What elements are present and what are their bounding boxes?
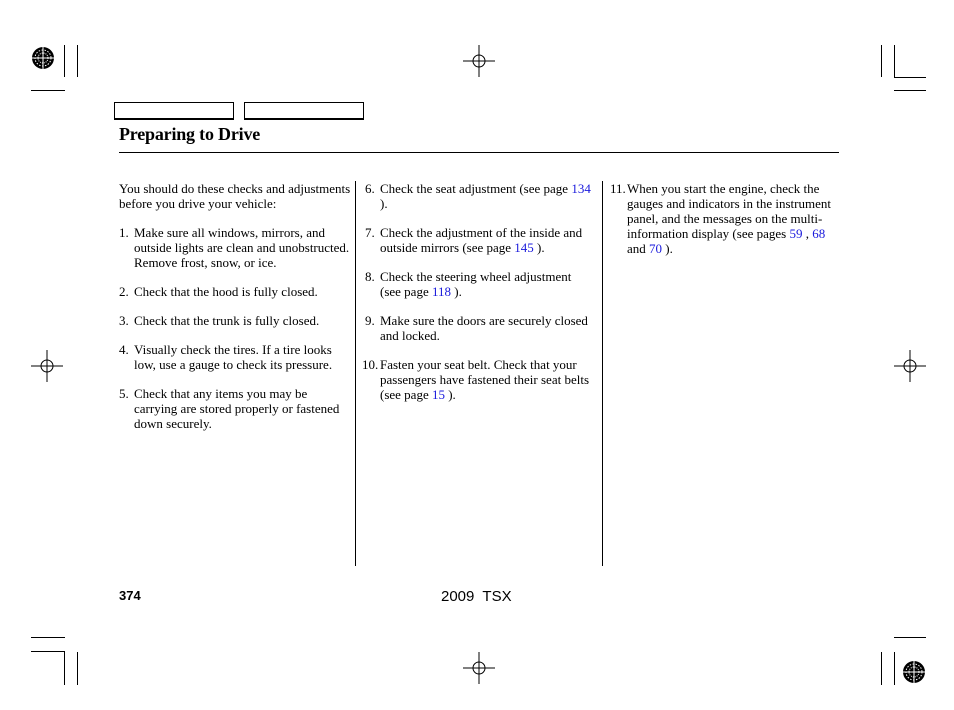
model-footer: 2009 TSX xyxy=(441,588,512,605)
registration-crosshair-icon xyxy=(894,350,926,382)
item-separator: , xyxy=(802,226,813,241)
item-number: 1. xyxy=(119,225,129,240)
crop-mark xyxy=(894,45,895,77)
page-link[interactable]: 134 xyxy=(571,181,591,196)
registration-burst-icon xyxy=(31,46,55,70)
registration-burst-icon xyxy=(902,660,926,684)
item-number: 7. xyxy=(365,225,375,240)
item-text-end: ). xyxy=(451,284,462,299)
page-link[interactable]: 68 xyxy=(812,226,826,241)
registration-crosshair-icon xyxy=(31,350,63,382)
crop-mark xyxy=(881,652,882,685)
registration-crosshair-icon xyxy=(463,652,495,684)
item-text-end: ). xyxy=(380,196,388,211)
page-link[interactable]: 118 xyxy=(431,284,451,299)
item-number: 3. xyxy=(119,313,129,328)
item-number: 11. xyxy=(610,181,626,196)
item-text: Check the seat adjustment (see page xyxy=(380,181,572,196)
crop-mark xyxy=(64,45,65,77)
column-3 xyxy=(610,181,840,270)
page-number: 374 xyxy=(119,588,141,603)
item-separator: and xyxy=(627,241,650,256)
item-text: Check that any items you may be carrying are stored properly or fastened down securely. xyxy=(134,386,340,431)
list-item xyxy=(119,386,351,431)
registration-crosshair-icon xyxy=(463,45,495,77)
column-1 xyxy=(119,181,351,445)
section-tab-box xyxy=(244,102,364,120)
item-number: 6. xyxy=(365,181,375,196)
list-item xyxy=(119,313,351,328)
item-text-end: ). xyxy=(533,240,545,255)
list-item xyxy=(365,225,591,255)
crop-mark xyxy=(77,652,78,685)
list-item xyxy=(119,342,351,372)
crop-mark xyxy=(31,651,65,652)
list-item xyxy=(362,357,591,402)
item-number: 2. xyxy=(119,284,129,299)
item-number: 10. xyxy=(362,357,379,372)
crop-mark xyxy=(881,45,882,77)
list-item xyxy=(365,269,591,299)
item-text: Check the steering wheel adjustment (see page xyxy=(380,269,572,299)
item-number: 8. xyxy=(365,269,375,284)
page-link[interactable]: 145 xyxy=(514,240,534,255)
crop-mark xyxy=(894,77,926,78)
list-item xyxy=(119,225,351,270)
page-link[interactable]: 59 xyxy=(789,226,803,241)
crop-mark xyxy=(31,637,65,638)
item-text: Check that the hood is fully closed. xyxy=(134,284,318,299)
crop-mark xyxy=(894,90,926,91)
item-text: Check that the trunk is fully closed. xyxy=(134,313,320,328)
item-text: Visually check the tires. If a tire looks low, use a gauge to check its pressure. xyxy=(134,342,333,372)
column-divider xyxy=(602,181,603,566)
section-tab-box xyxy=(114,102,234,120)
crop-mark xyxy=(894,637,926,638)
item-number: 5. xyxy=(119,386,129,401)
page-link[interactable]: 70 xyxy=(649,241,663,256)
item-text: Make sure the doors are securely closed and locked. xyxy=(380,313,588,343)
item-number: 4. xyxy=(119,342,129,357)
column-2 xyxy=(362,181,591,416)
item-text: Check the adjustment of the inside and outside mirrors (see page xyxy=(380,225,583,255)
item-text: Fasten your seat belt. Check that your passengers have fastened their seat belts (see page xyxy=(380,357,590,402)
crop-mark xyxy=(31,90,65,91)
page-link[interactable]: 15 xyxy=(431,387,445,402)
column-divider xyxy=(355,181,356,566)
item-text-end: ). xyxy=(444,387,456,402)
page-title: Preparing to Drive xyxy=(119,124,261,144)
crop-mark xyxy=(894,652,895,685)
list-item xyxy=(119,284,351,299)
item-number: 9. xyxy=(365,313,375,328)
list-item xyxy=(365,313,591,343)
list-item xyxy=(610,181,840,256)
crop-mark xyxy=(64,652,65,685)
item-text: When you start the engine, check the gauges and indicators in the instrument panel, and the messages on the multi-information display (see pages xyxy=(627,181,831,241)
intro-text: You should do these checks and adjustments before you drive your vehicle: xyxy=(119,181,351,211)
item-text: Make sure all windows, mirrors, and outside lights are clean and unobstructed. Remove frost, snow, or ice. xyxy=(134,225,350,270)
crop-mark xyxy=(77,45,78,77)
title-rule xyxy=(119,152,839,153)
item-text-end: ). xyxy=(662,241,673,256)
list-item xyxy=(365,181,591,211)
